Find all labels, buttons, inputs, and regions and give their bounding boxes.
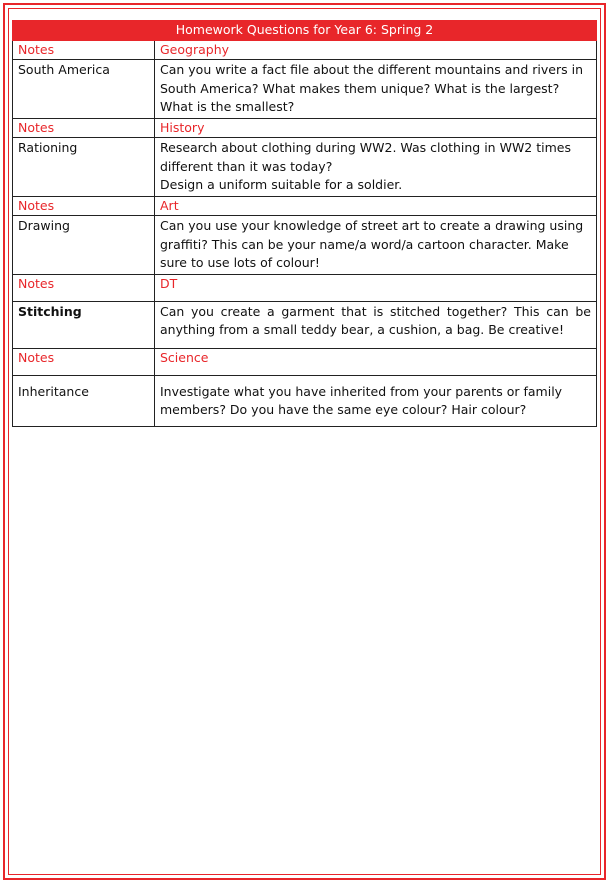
topic-label: Stitching — [13, 301, 155, 348]
topic-label: Drawing — [13, 216, 155, 275]
section-header-row — [13, 274, 597, 301]
notes-label: Notes — [13, 348, 155, 375]
task-text: Can you use your knowledge of street art to create a drawing using graffiti? This can be your name/a word/a cartoon character. Make sure to use lots of colour! — [155, 216, 597, 275]
topic-label: Inheritance — [13, 375, 155, 426]
section-body-row — [13, 216, 597, 275]
homework-table — [12, 20, 597, 427]
task-text: Investigate what you have inherited from your parents or family members? Do you have the same eye colour? Hair colour? — [155, 375, 597, 426]
notes-label: Notes — [13, 274, 155, 301]
topic-label: South America — [13, 60, 155, 119]
notes-label: Notes — [13, 40, 155, 60]
table-title-row — [13, 21, 597, 41]
section-body-row — [13, 60, 597, 119]
section-body-row — [13, 301, 597, 348]
notes-label: Notes — [13, 118, 155, 138]
subject-label: Art — [155, 196, 597, 216]
subject-label: History — [155, 118, 597, 138]
section-header-row — [13, 348, 597, 375]
task-cell — [155, 138, 597, 197]
subject-label: DT — [155, 274, 597, 301]
subject-label: Geography — [155, 40, 597, 60]
section-header-row — [13, 118, 597, 138]
task-text: Can you create a garment that is stitched together? This can be anything from a small teddy bear, a cushion, a bag. Be creative! — [155, 301, 597, 348]
section-header-row — [13, 196, 597, 216]
task-text: Design a uniform suitable for a soldier. — [160, 177, 403, 192]
table-title: Homework Questions for Year 6: Spring 2 — [13, 21, 597, 41]
section-body-row — [13, 138, 597, 197]
subject-label: Science — [155, 348, 597, 375]
task-text: Research about clothing during WW2. Was clothing in WW2 times different than it was today? — [160, 140, 571, 174]
task-text: Can you write a fact file about the different mountains and rivers in South America? What makes them unique? What is the largest? What is the smallest? — [155, 60, 597, 119]
section-body-row — [13, 375, 597, 426]
notes-label: Notes — [13, 196, 155, 216]
section-header-row — [13, 40, 597, 60]
topic-label: Rationing — [13, 138, 155, 197]
